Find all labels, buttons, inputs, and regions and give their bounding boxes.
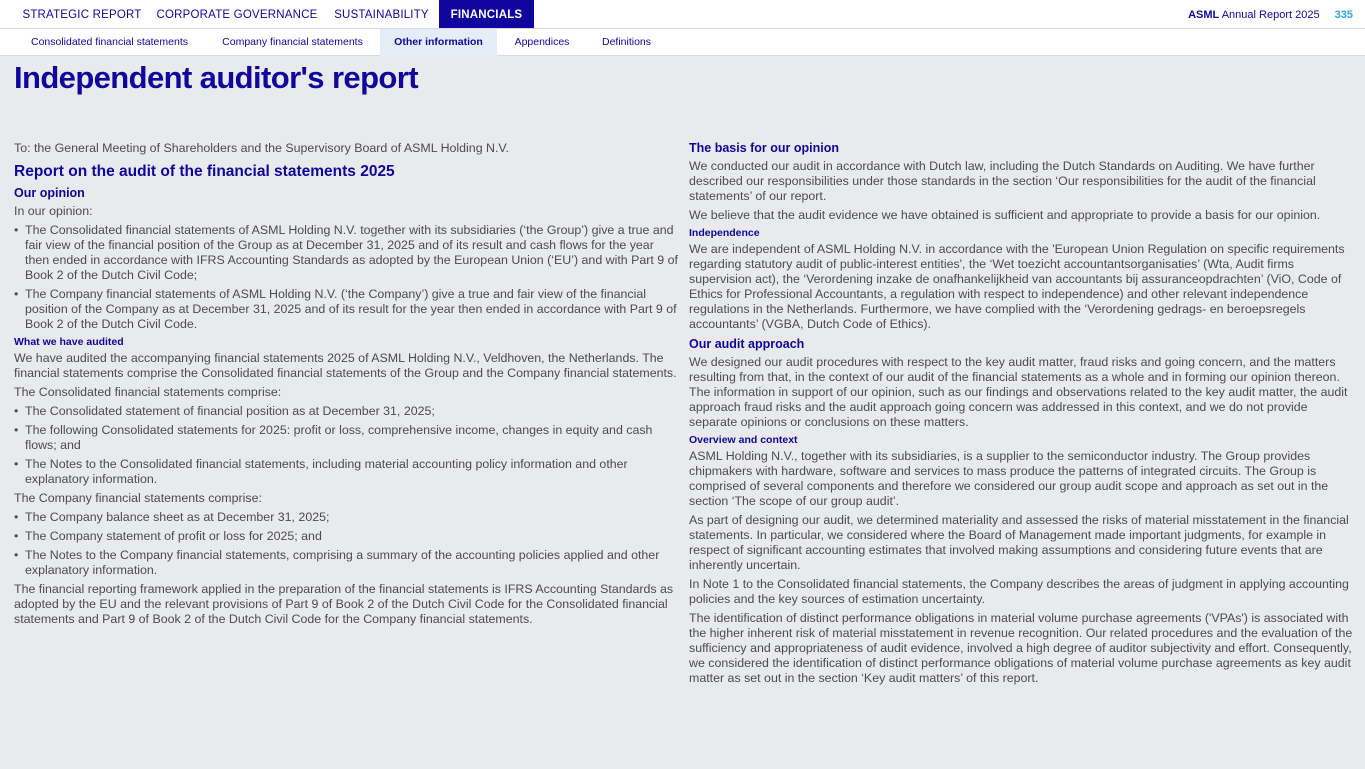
- basis-paragraph-2: We believe that the audit evidence we have obtained is sufficient and appropriate to provide a basis for our opinion.: [689, 208, 1321, 222]
- addressee-line: To: the General Meeting of Shareholders and the Supervisory Board of ASML Holding N.V.: [14, 141, 509, 155]
- consolidated-list: [14, 404, 679, 487]
- left-column: [14, 141, 679, 631]
- brand-name: ASML: [1188, 9, 1220, 21]
- overview-paragraph-3: In Note 1 to the Consolidated financial statements, the Company describes the areas of judgment in applying accounting policies and the key sources of estimation uncertainty.: [689, 577, 1349, 606]
- audited-paragraph: We have audited the accompanying financial statements 2025 of ASML Holding N.V., Veldhoven, the Netherlands. The financial statements comprise the Consolidated financial statements of the Group and the Company financial statements.: [14, 351, 677, 380]
- list-item: • The Consolidated statement of financial position as at December 31, 2025;: [14, 404, 679, 419]
- list-item: • The Notes to the Consolidated financial statements, including material accounting policy information and other explanatory information.: [14, 457, 679, 487]
- audited-heading: What we have audited: [14, 336, 124, 348]
- opinion-heading: Our opinion: [14, 186, 85, 200]
- audit-approach-heading: Our audit approach: [689, 337, 805, 351]
- framework-paragraph: The financial reporting framework applied in the preparation of the financial statements is IFRS Accounting Standards as adopted by the EU and the relevant provisions of Part 9 of Book 2 of the Dutch Civil Code for the Consolidated financial statements and Part 9 of Book 2 of the Dutch Civil Code for the Company financial statements.: [14, 582, 674, 626]
- tab-financials[interactable]: FINANCIALS: [439, 0, 534, 28]
- brand-text: Annual Report 2025: [1221, 9, 1320, 21]
- subnav-other-information[interactable]: Other information: [380, 29, 497, 56]
- subnav-consolidated-financial-statements[interactable]: Consolidated financial statements: [30, 36, 188, 48]
- list-item: • The Notes to the Company financial statements, comprising a summary of the accounting policies applied and other explanatory information.: [14, 548, 679, 578]
- independence-paragraph: We are independent of ASML Holding N.V. in accordance with the 'European Union Regulation on specific requirements regarding statutory audit of public-interest entities', the ‘Wet toezicht accountantsorganisaties’ (Wta, Audit firms supervision act), the ‘Verordening inzake de onafhankelijkheid van accountants bij assuranceopdrachten’ (ViO, Code of Ethics for Professional Accountants, a regulation with respect to independence) and other relevant independence regulations in the Netherlands. Furthermore, we have complied with the ‘Verordening gedrags- en beroepsregels accountants’ (VGBA, Dutch Code of Ethics).: [689, 242, 1345, 331]
- opinion-intro: In our opinion:: [14, 204, 93, 218]
- list-item: • The Company balance sheet as at December 31, 2025;: [14, 510, 679, 525]
- right-column: [689, 141, 1353, 690]
- list-item: • The Consolidated financial statements of ASML Holding N.V. together with its subsidiaries (‘the Group’) give a true and fair view of the financial position of the Group as at December 31, 2025 and of its result and cash flows for the year then ended in accordance with IFRS Accounting Standards as adopted by the European Union (‘EU’) and with Part 9 of Book 2 of the Dutch Civil Code;: [14, 223, 679, 283]
- basis-heading: The basis for our opinion: [689, 141, 839, 155]
- tab-strategic-report[interactable]: STRATEGIC REPORT: [22, 9, 142, 21]
- subnav-appendices[interactable]: Appendices: [514, 36, 570, 48]
- list-item: • The following Consolidated statements for 2025: profit or loss, comprehensive income, changes in equity and cash flows; and: [14, 423, 679, 453]
- report-heading: Report on the audit of the financial statements 2025: [14, 163, 395, 180]
- tab-corporate-governance[interactable]: CORPORATE GOVERNANCE: [156, 9, 318, 21]
- audit-approach-paragraph: We designed our audit procedures with respect to the key audit matter, fraud risks and going concern, and the matters resulting from that, in the context of our audit of the financial statements as a whole and in forming our opinion thereon. The information in support of our opinion, such as our findings and observations related to the key audit matter, the audit approach fraud risks and the audit approach going concern was addressed in this context, and we do not provide separate opinions or conclusions on these matters.: [689, 355, 1348, 429]
- page-title: Independent auditor's report: [14, 60, 418, 95]
- company-intro: The Company financial statements comprise:: [14, 491, 262, 505]
- report-brand: [1188, 0, 1353, 28]
- company-list: [14, 510, 679, 578]
- subnav-definitions[interactable]: Definitions: [601, 36, 652, 48]
- tab-sustainability[interactable]: SUSTAINABILITY: [334, 9, 429, 21]
- list-item: • The Company financial statements of ASML Holding N.V. (‘the Company’) give a true and fair view of the financial position of the Company as at December 31, 2025 and of its result for the year then ended in accordance with Part 9 of Book 2 of the Dutch Civil Code.: [14, 287, 679, 332]
- sub-navigation: [0, 29, 1365, 56]
- list-item: • The Company statement of profit or loss for 2025; and: [14, 529, 679, 544]
- overview-paragraph-2: As part of designing our audit, we determined materiality and assessed the risks of material misstatement in the financial statements. In particular, we considered where the Board of Management made important judgments, for example in respect of significant accounting estimates that involved making assumptions and considering future events that are inherently uncertain.: [689, 513, 1349, 572]
- independence-heading: Independence: [689, 227, 760, 239]
- page-number: 335: [1334, 9, 1353, 21]
- overview-paragraph-4: The identification of distinct performance obligations in material volume purchase agreements ('VPAs') is associated with the higher inherent risk of material misstatement in revenue recognition. Our related procedures and the evaluation of the sufficiency and appropriateness of audit evidence, involved a high degree of auditor subjectivity and effort. Consequently, we considered the identification of distinct performance obligations of material volume purchase agreements as key audit matter as set out in the section ‘Key audit matters’ of this report.: [689, 611, 1353, 685]
- subnav-company-financial-statements[interactable]: Company financial statements: [222, 36, 363, 48]
- overview-heading: Overview and context: [689, 434, 798, 446]
- consolidated-intro: The Consolidated financial statements comprise:: [14, 385, 282, 399]
- top-navigation: [0, 0, 1365, 29]
- basis-paragraph-1: We conducted our audit in accordance with Dutch law, including the Dutch Standards on Auditing. We have further described our responsibilities under those standards in the section ‘Our responsibilities for the audit of the financial statements’ of our report.: [689, 159, 1316, 203]
- opinion-list: [14, 223, 679, 332]
- overview-paragraph-1: ASML Holding N.V., together with its subsidiaries, is a supplier to the semiconductor industry. The Group provides chipmakers with hardware, software and services to mass produce the patterns of integrated circuits. The Group is comprised of several components and therefore we considered our group audit scope and approach as set out in the section ‘The scope of our group audit’.: [689, 449, 1329, 508]
